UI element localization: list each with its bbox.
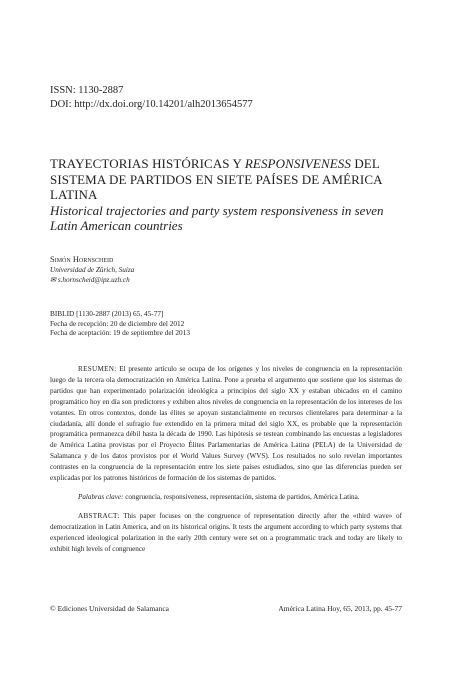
biblid-block [50, 309, 190, 338]
spanish-title-part1: TRAYECTORIAS HISTÓRICAS Y [50, 156, 245, 171]
author-block [50, 254, 134, 286]
biblid-reference: BIBLID [1130-2887 (2013) 65, 45-77] [50, 309, 164, 318]
accepted-date: Fecha de aceptación: 19 de septiembre del 2013 [50, 328, 191, 337]
resumen-text: El presente artículo se ocupa de los orígenes y los niveles de congruencia en la representación luego de la tercera ola democratización en América Latina. Pone a prueba el argumento que sostiene que los sistemas de partidos que han experimentado polarización ideológica a principios del siglo XX y estaban ubicados en el camino programático hoy en día son predictores y exhiben altos niveles de congruencia en la representación de los intereses de los votantes. En otros contextos, donde las élites se apoyan sustancialmente en recursos clientelares para determinar a la ciudadanía, allí donde el sufragio fue extendido en la primera mitad del siglo XX, es probable que la representación programática permanezca débil hasta la década de 1990. Las hipótesis se testean combinando las encuestas a legisladores de América Latina provistas por el Proyecto Élites Parlamentarias de América Latina (PELA) de la Universidad de Salamanca y de los datos provistos por el World Values Survey (WVS). Los resultados no solo revelan importantes contrastes en la congruencia de la representación entre los siete países estudiados, sino que las diferencias pueden ser explicadas por los patrones históricos de formación de los sistemas de partidos. [50, 365, 402, 483]
spanish-title [50, 156, 400, 203]
author-affiliation: Universidad de Zürich, Suiza [50, 265, 135, 274]
author-email[interactable]: ✉ s.hornscheid@ipz.uzh.ch [50, 276, 130, 284]
doi-line: DOI: http://dx.doi.org/10.14201/alh2013654577 [50, 98, 253, 110]
received-date: Fecha de recepción: 20 de diciembre del 2012 [50, 318, 185, 328]
english-title: Historical trajectories and party system responsiveness in seven Latin American countries [50, 202, 384, 233]
abstract-block [50, 364, 402, 563]
keywords-text: congruencia, responsiveness, representación, sistema de partidos, América Latina. [123, 492, 360, 501]
title-block [50, 156, 400, 234]
footer-publisher: © Ediciones Universidad de Salamanca [50, 604, 169, 613]
resumen-paragraph [50, 364, 402, 484]
keywords-paragraph [50, 492, 402, 503]
abstract-label: ABSTRACT: [78, 511, 120, 520]
spanish-title-part2: DEL SISTEMA DE PARTIDOS EN SIETE PAÍSES DE AMÉRICA LATINA [50, 156, 382, 202]
identifier-block [50, 84, 253, 111]
spanish-title-emphasis: RESPONSIVENESS [244, 156, 351, 171]
page-footer [50, 604, 402, 613]
abstract-text: This paper focuses on the congruence of representation directly after the «third wave» of democratization in Latin America, and on its historical origins. It tests the argument according to which party systems that experienced ideological polarization in the early 20th century were set on a programmatic track and today are likely to exhibit high levels of congruence [50, 511, 402, 553]
issn-line: ISSN: 1130-2887 [50, 85, 124, 96]
footer-citation: América Latina Hoy, 65, 2013, pp. 45-77 [278, 604, 402, 613]
keywords-label: Palabras clave: [78, 492, 124, 501]
author-name: Simón Hornscheid [50, 254, 114, 264]
resumen-label: RESUMEN: [78, 365, 117, 373]
abstract-paragraph [50, 511, 402, 555]
